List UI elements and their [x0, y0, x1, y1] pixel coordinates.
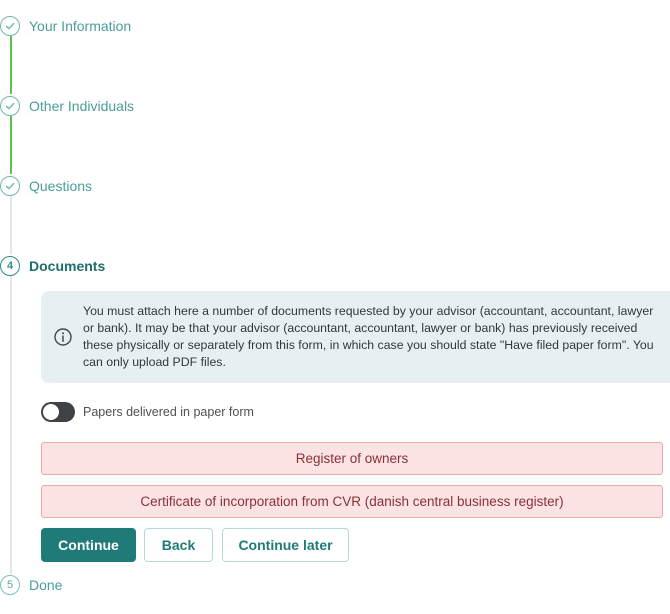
- step-number: 5: [0, 575, 20, 595]
- step-connector: [10, 276, 12, 574]
- upload-register-of-owners[interactable]: Register of owners: [41, 442, 663, 475]
- step-label: Done: [29, 577, 63, 593]
- step-connector: [10, 116, 12, 174]
- upload-certificate-of-incorporation[interactable]: Certificate of incorporation from CVR (danish central business register): [41, 485, 663, 518]
- step-documents[interactable]: [0, 255, 105, 277]
- step-connector: [10, 36, 12, 94]
- back-button[interactable]: Back: [144, 528, 213, 562]
- toggle-knob: [43, 404, 59, 420]
- info-text: You must attach here a number of documents requested by your advisor (accountant, accountant, lawyer or bank). It may be that your advisor (accountant, accountant, lawyer or bank) has previously received these physically or separately from this form, in which case you should state "Have filed paper form". You can only upload PDF files.: [83, 304, 654, 369]
- step-other-individuals[interactable]: [0, 95, 134, 117]
- step-questions[interactable]: [0, 175, 92, 197]
- paper-form-toggle-label: Papers delivered in paper form: [83, 405, 254, 419]
- step-your-information[interactable]: [0, 15, 131, 37]
- continue-button[interactable]: Continue: [41, 528, 136, 562]
- info-box: [41, 291, 670, 383]
- step-number: 4: [0, 256, 20, 276]
- paper-form-toggle[interactable]: [41, 402, 75, 422]
- check-icon: [0, 176, 20, 196]
- step-label: Your Information: [29, 18, 132, 34]
- info-icon: [53, 327, 73, 347]
- continue-later-button[interactable]: Continue later: [222, 528, 349, 562]
- check-icon: [0, 16, 20, 36]
- step-done[interactable]: [0, 574, 62, 596]
- step-label: Documents: [29, 258, 106, 274]
- paper-form-toggle-row: [41, 402, 254, 422]
- step-connector: [10, 196, 12, 254]
- step-label: Questions: [29, 178, 93, 194]
- step-label: Other Individuals: [29, 98, 135, 114]
- check-icon: [0, 96, 20, 116]
